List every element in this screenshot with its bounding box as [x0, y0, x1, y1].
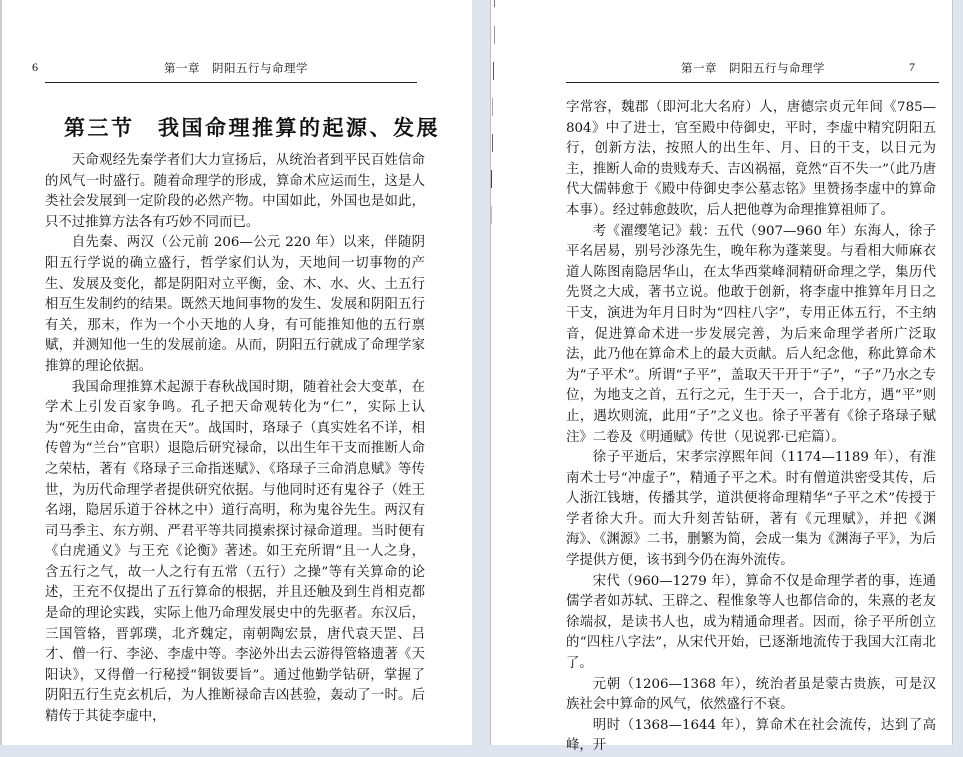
paragraph: 自先秦、两汉（公元前 206—公元 220 年）以来，伴随阴阳五行学说的确立盛行，哲学家们认为，天地间一切事物的产生、发展及变化，都是阴阳对立平衡，金、木、水、火、土五行相互生发制约的结果。既然天地间事物的发生、发展和阴阳五行有关，那末，作为一个小天地的人身，有可能推知他的五行禀赋，并测知他一生的发展前途。从而，阴阳五行就成了命理学家推算的理论依据。: [45, 235, 425, 374]
page-gutter: [472, 0, 490, 745]
paragraph: 我国命理推算术起源于春秋战国时期，随着社会大变革，在学术上引发百家争鸣。孔子把天命观转化为“仁”，实际上认为“死生由命，富贵在天”。战国时，珞琭子（真实姓名不详，相传曾为“兰台”官职）退隐后研究禄命，以出生年干支而推断人命之荣枯，著有《珞琭子三命指迷赋》、《珞琭子三命消息赋》等传世，为历代命理学者提供研究依据。与他同时还有鬼谷子（姓王名翊，隐居乐道于谷林之中）道行高明，称为鬼谷先生。两汉有司马季主、东方朔、严君平等共同摸索探讨禄命道理。当时便有《白虎通义》与王充《论衡》著述。如王充所谓“且一人之身，含五行之气，故一人之行有五常（五行）之操”等有关算命的论述，王充不仅提出了五行算命的根据，并且还触及到生肖相克都是命的理论实践，实际上他乃命理发展史中的先驱者。东汉后，三国管辂，晋郭璞，北齐魏定，南朝陶宏景，唐代袁天罡、吕才、僧一行、李泌、李虚中等。李泌外出去云游得管辂遗著《天阳诀》，又得僧一行秘授“铜钹要旨”。通过他勤学钻研，掌握了阴阳五行生克玄机后，为人推断禄命吉凶甚验，轰动了一时。后精传于其徒李虚中，: [45, 379, 425, 725]
scan-artifact: [494, 0, 495, 7]
running-header: 第一章 阴阳五行与命理学: [164, 61, 308, 75]
scan-artifact: [493, 62, 494, 80]
body-text: [45, 151, 425, 728]
page-7: [490, 0, 953, 754]
header-rule: [566, 82, 939, 83]
paragraph: 考《濯缨笔记》载：五代（907—960 年）东海人，徐子平名居易，别号沙涤先生，晚年称为蓬莱叟。与看相大师麻衣道人陈图南隐居华山，在太华西棠峰洞精研命理之学，集历代先贤之大成，著书立说。他敢于创新，将李虚中推算年月日之干支，演进为年月日时为“四柱八字”，专用正体五行，不主纳音，促进算命术进一步发展完善，为后来命理学者所广泛取法，此乃他在算命术上的最大贡献。后人纪念他，称此算命术为“子平术”。所谓“子平”，盖取天干开于“子”，“子”乃水之专位，为地支之首，五行之元，生于天一，合于北方，遇“平”则止，遇坎则流，此用“子”之义也。徐子平著有《徐子珞琭子赋注》二卷及《明通赋》传世（见说郛·已疟篇）。: [566, 223, 936, 445]
scan-artifact: [492, 98, 493, 116]
section-title: 第三节 我国命理推算的起源、发展: [64, 116, 440, 140]
paragraph: 元朝（1206—1368 年），统治者虽是蒙古贵族，可是汉族社会中算命的风气，依然盛行不衰。: [566, 676, 936, 713]
paragraph: 明时（1368—1644 年），算命术在社会流传，达到了高峰，开: [566, 717, 936, 754]
viewer-scrollbar-track[interactable]: [952, 0, 963, 745]
scan-artifact: [491, 206, 492, 224]
body-text: [566, 98, 936, 757]
paragraph: 天命观经先秦学者们大力宣扬后，从统治者到平民百姓信命的风气一时盛行。随着命理学的形成，算命术应运而生，这是人类社会发展到一定阶段的必然产物。中国如此，外国也是如此，只不过推算方法各有巧妙不同而已。: [45, 153, 425, 230]
running-header: 第一章 阴阳五行与命理学: [681, 61, 825, 75]
scan-artifact: [494, 26, 495, 44]
scan-artifact: [492, 134, 493, 152]
header-rule: [45, 82, 417, 83]
page-number: 7: [909, 60, 915, 74]
paragraph: 宋代（960—1279 年），算命不仅是命理学者的事，连通儒学者如苏轼、王辟之、程惟象等人也都信命的，朱熹的老友徐端叔，是读书人也，成为精通命理者。因而，徐子平所创立的“四柱八字法”，从宋代开始，已逐渐地流传于我国大江南北了。: [566, 573, 936, 672]
paragraph: 字常容，魏郡（即河北大名府）人，唐德宗贞元年间《785—804》中了进士，官至殿中侍御史，平时，李虚中精究阴阳五行，创新方法，按照人的出生年、月、日的干支，以日元为主，推断人命的贵贱寿夭、吉凶祸福，竟然“百不失一”（此乃唐代大儒韩愈于《殿中侍御史李公墓志铭》里赞扬李虚中的算命本事）。经过韩愈鼓吹，后人把他尊为命理推算祖师了。: [566, 100, 936, 218]
page-6: [2, 0, 472, 745]
paragraph: 徐子平逝后，宋孝宗淳熙年间（1174—1189 年），有淮南术士号“冲虚子”，精通子平之术。时有僧道洪密受其传，后人浙江钱塘，传播其学，道洪便将命理精华“子平之术”传授于学者徐大升。而大升刻苦钻研，著有《元理赋》，并把《渊海》、《渊源》二书，删繁为简，会成一集为《渊海子平》，为后学提供方便，该书到今仍在海外流传。: [566, 450, 936, 569]
page-number: 6: [32, 60, 38, 74]
scan-artifact: [491, 170, 492, 188]
